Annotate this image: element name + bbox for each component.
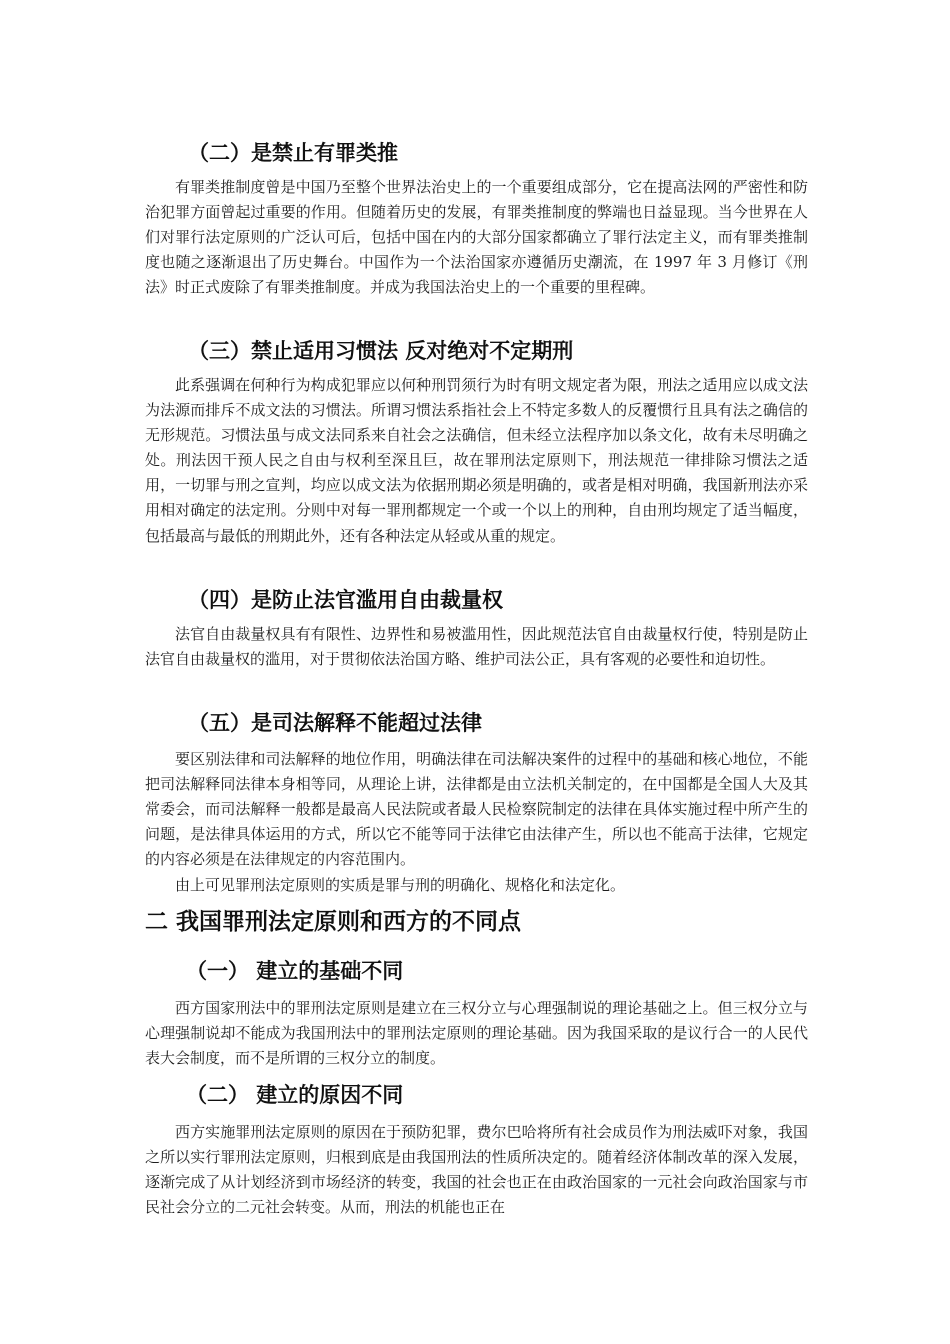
subsection-heading-2: （二） 建立的原因不同 [186, 1083, 404, 1107]
section-heading-3: （三）禁止适用习惯法 反对绝对不定期刑 [188, 339, 574, 363]
paragraph: 此系强调在何种行为构成犯罪应以何种刑罚须行为时有明文规定者为限，刑法之适用应以成文法为法源而排斥不成文法的习惯法。所谓习惯法系指社会上不特定多数人的反覆惯行且具有法之确信的无形规范。习惯法虽与成文法同系来自社会之法确信，但未经立法程序加以条文化，故有未尽明确之处。刑法因干预人民之自由与权利至深且巨，故在罪刑法定原则下，刑法规范一律排除习惯法之适用，一切罪与刑之宣判，均应以成文法为依据刑期必须是明确的，或者是相对明确，我国新刑法亦采用相对确定的法定刑。分则中对每一罪刑都规定一个或一个以上的刑种，自由刑均规定了适当幅度，包括最高与最低的刑期此外，还有各种法定从轻或从重的规定。 [145, 376, 808, 545]
subsection-heading-1: （一） 建立的基础不同 [186, 959, 404, 983]
paragraph: 西方实施罪刑法定原则的原因在于预防犯罪，费尔巴哈将所有社会成员作为刑法威吓对象，我国之所以实行罪刑法定原则，归根到底是由我国刑法的性质所决定的。随着经济体制改革的深入发展，逐渐完成了从计划经济到市场经济的转变，我国的社会也正在由政治国家的一元社会向政治国家与市民社会分立的二元社会转变。从而，刑法的机能也正在 [145, 1123, 808, 1217]
section-heading-5: （五）是司法解释不能超过法律 [188, 711, 482, 735]
paragraph: 要区别法律和司法解释的地位作用，明确法律在司法解决案件的过程中的基础和核心地位，不能把司法解释同法律本身相等同，从理论上讲，法律都是由立法机关制定的，在中国都是全国人大及其常委会，而司法解释一般都是最高人民法院或者最人民检察院制定的法律在具体实施过程中所产生的问题，是法律具体运用的方式，所以它不能等同于法律它由法律产生，所以也不能高于法律，它规定的内容必须是在法律规定的内容范围内。 [145, 750, 808, 869]
chapter-heading: 二 我国罪刑法定原则和西方的不同点 [145, 909, 522, 935]
section-heading-4: （四）是防止法官滥用自由裁量权 [188, 588, 503, 612]
paragraph: 由上可见罪刑法定原则的实质是罪与刑的明确化、规格化和法定化。 [175, 876, 626, 894]
paragraph: 西方国家刑法中的罪刑法定原则是建立在三权分立与心理强制说的理论基础之上。但三权分立与心理强制说却不能成为我国刑法中的罪刑法定原则的理论基础。因为我国采取的是议行合一的人民代表大会制度，而不是所谓的三权分立的制度。 [145, 999, 808, 1068]
section-heading-2: （二）是禁止有罪类推 [188, 141, 398, 165]
paragraph: 法官自由裁量权具有有限性、边界性和易被滥用性，因此规范法官自由裁量权行使，特别是防止法官自由裁量权的滥用，对于贯彻依法治国方略、维护司法公正，具有客观的必要性和迫切性。 [145, 625, 808, 669]
paragraph: 有罪类推制度曾是中国乃至整个世界法治史上的一个重要组成部分，它在提高法网的严密性和防治犯罪方面曾起过重要的作用。但随着历史的发展，有罪类推制度的弊端也日益显现。当今世界在人们对罪行法定原则的广泛认可后，包括中国在内的大部分国家都确立了罪行法定主义，而有罪类推制度也随之逐渐退出了历史舞台。中国作为一个法治国家亦遵循历史潮流，在 1997 年 3 月修订《刑法》时正式废除了有罪类推制度。并成为我国法治史上的一个重要的里程碑。 [145, 178, 808, 297]
